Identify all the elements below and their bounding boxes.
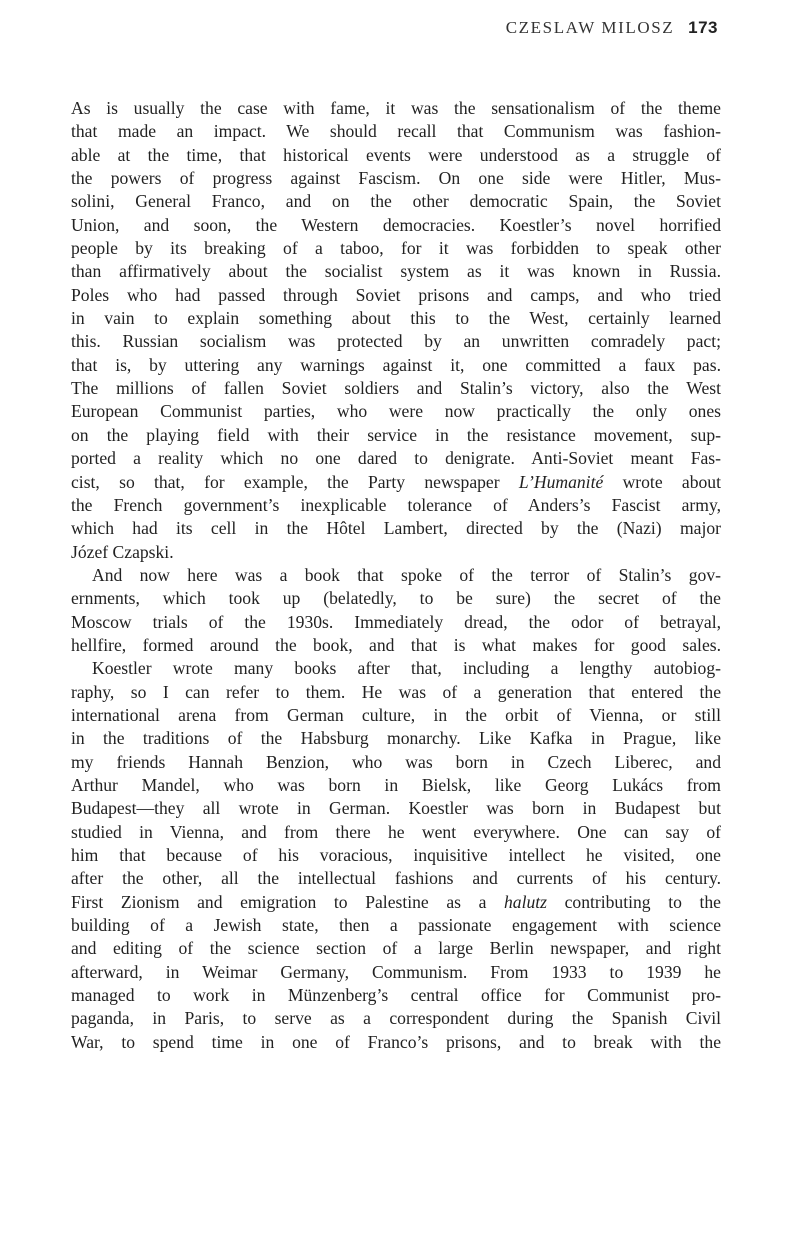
text-line: international arena from German culture, in the orbit of Vienna, or still: [71, 704, 721, 725]
text-line: Koestler wrote many books after that, including a lengthy autobiog-: [92, 658, 721, 679]
text-line: on the playing field with their service in the resistance movement, sup-: [71, 424, 721, 445]
text-line: ernments, which took up (belatedly, to be sure) the secret of the: [71, 588, 721, 609]
text-line: the French government’s inexplicable tolerance of Anders’s Fascist army,: [71, 494, 721, 515]
text-line: people by its breaking of a taboo, for it was forbidden to speak other: [71, 238, 721, 259]
text-line: Poles who had passed through Soviet prisons and camps, and who tried: [71, 284, 721, 305]
text-line: managed to work in Münzenberg’s central office for Communist pro-: [71, 985, 721, 1006]
text-line: after the other, all the intellectual fashions and currents of his century.: [71, 868, 721, 889]
text-line: As is usually the case with fame, it was the sensationalism of the theme: [71, 98, 721, 118]
text-line: afterward, in Weimar Germany, Communism. From 1933 to 1939 he: [71, 961, 721, 982]
text-line: First Zionism and emigration to Palestine as a halutz contributing to the: [71, 891, 721, 912]
text-line: hellfire, formed around the book, and that is what makes for good sales.: [71, 634, 721, 655]
paragraph-2: [71, 564, 721, 657]
text-line: The millions of fallen Soviet soldiers and Stalin’s victory, also the West: [71, 378, 721, 399]
text-line: Józef Czapski.: [71, 541, 174, 562]
text-line: paganda, in Paris, to serve as a correspondent during the Spanish Civil: [71, 1008, 721, 1029]
running-head-author: CZESLAW MILOSZ: [505, 18, 675, 37]
running-head: [506, 18, 718, 38]
text-line: solini, General Franco, and on the other democratic Spain, the Soviet: [71, 191, 721, 212]
italic-term: L’Humanité: [518, 471, 604, 492]
text-line: ported a reality which no one dared to denigrate. Anti-Soviet meant Fas-: [71, 448, 721, 469]
text-line: that made an impact. We should recall that Communism was fashion-: [71, 121, 721, 142]
text-line: Budapest—they all wrote in German. Koestler was born in Budapest but: [71, 798, 721, 819]
body-text: [71, 97, 721, 1054]
text-line: in the traditions of the Habsburg monarchy. Like Kafka in Prague, like: [71, 728, 721, 749]
text-line: raphy, so I can refer to them. He was of a generation that entered the: [71, 681, 721, 702]
text-line: that is, by uttering any warnings against it, one committed a faux pas.: [71, 354, 721, 375]
paragraph-1: [71, 97, 721, 564]
text-line: and editing of the science section of a large Berlin newspaper, and right: [71, 938, 721, 959]
text-line: in vain to explain something about this to the West, certainly learned: [71, 308, 721, 329]
text-line: this. Russian socialism was protected by an unwritten comradely pact;: [71, 331, 721, 352]
text-line: which had its cell in the Hôtel Lambert, directed by the (Nazi) major: [71, 518, 721, 539]
text-line: Arthur Mandel, who was born in Bielsk, like Georg Lukács from: [71, 774, 721, 795]
text-line: Union, and soon, the Western democracies. Koestler’s novel horrified: [71, 214, 721, 235]
text-line: than affirmatively about the socialist system as it was known in Russia.: [71, 261, 721, 282]
text-line: And now here was a book that spoke of the terror of Stalin’s gov-: [92, 564, 721, 585]
text-line: able at the time, that historical events were understood as a struggle of: [71, 144, 721, 165]
italic-term: halutz: [503, 891, 547, 912]
text-line: War, to spend time in one of Franco’s prisons, and to break with the: [71, 1031, 721, 1052]
text-line: him that because of his voracious, inquisitive intellect he visited, one: [71, 845, 721, 865]
paragraph-3: [71, 657, 721, 1054]
text-line: European Communist parties, who were now practically the only ones: [71, 401, 721, 422]
text-line: building of a Jewish state, then a passionate engagement with science: [71, 915, 721, 936]
text-line: cist, so that, for example, the Party newspaper L’Humanité wrote about: [71, 471, 721, 492]
text-line: my friends Hannah Benzion, who was born in Czech Liberec, and: [71, 751, 721, 772]
page-number: 173: [688, 18, 718, 37]
text-line: Moscow trials of the 1930s. Immediately dread, the odor of betrayal,: [71, 611, 721, 632]
text-line: the powers of progress against Fascism. On one side were Hitler, Mus-: [71, 168, 721, 189]
text-line: studied in Vienna, and from there he went everywhere. One can say of: [71, 821, 721, 842]
